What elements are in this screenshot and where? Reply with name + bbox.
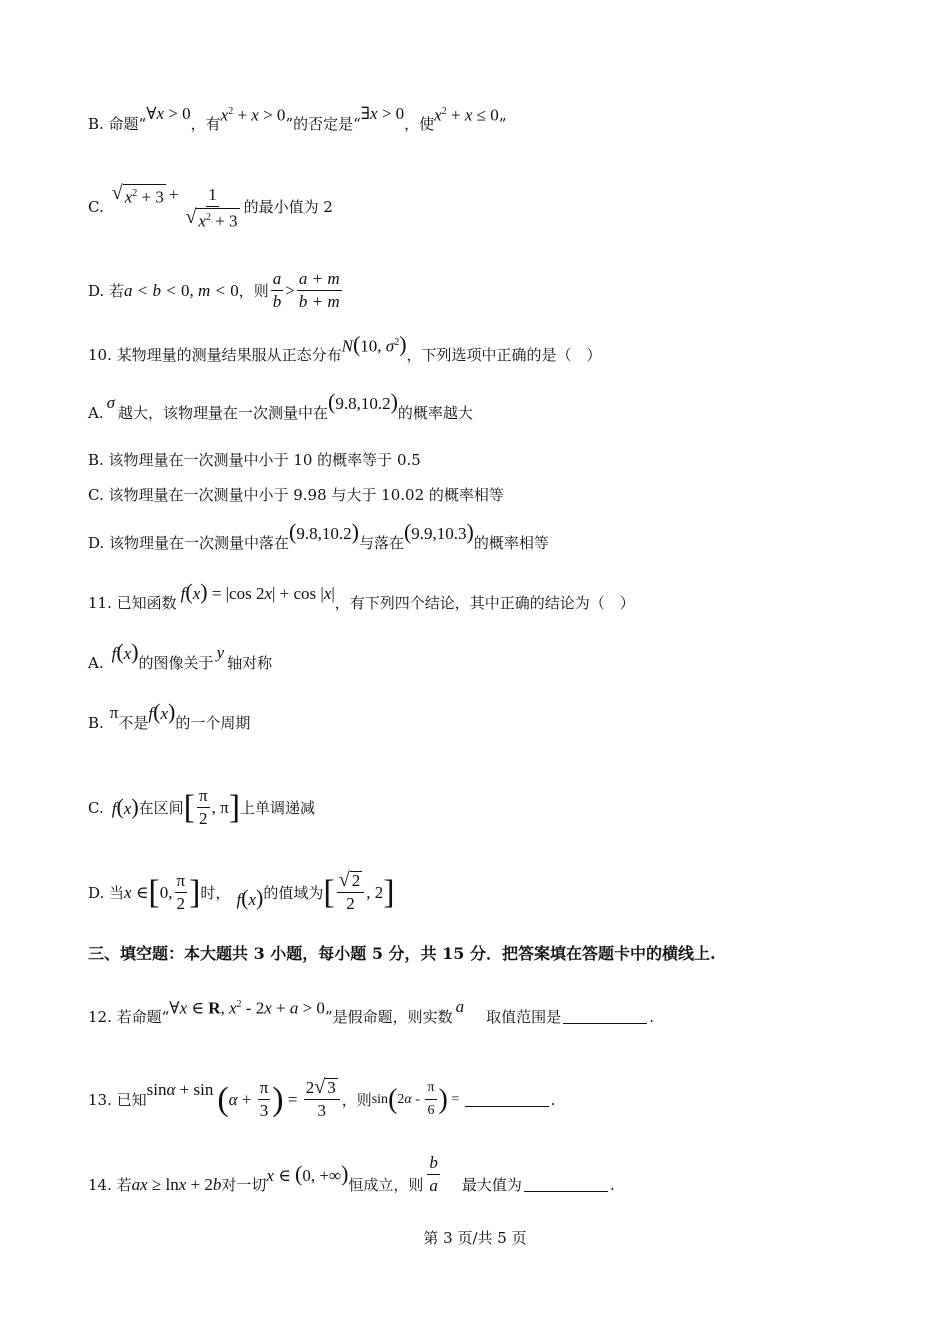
formula: 1 √ $x^2 + 3$	[185, 185, 238, 231]
formula: $\frac{a}{b}$	[272, 269, 282, 311]
formula: π	[109, 703, 119, 722]
q11-option-c: C. f(x) 在区间 [ $\frac{\pi}{2}$ , π ] 上单调递减	[88, 786, 316, 828]
text: D. 若	[88, 281, 125, 300]
formula: $\frac{\pi}{6}$	[425, 1077, 436, 1122]
text: B. 命题“	[88, 114, 147, 133]
text: 的图像关于	[138, 654, 214, 672]
text: 11. 已知函数	[88, 594, 177, 612]
formula: f(x)	[111, 639, 139, 664]
text: ”的否定是“	[285, 114, 361, 133]
formula: $x^2 + x > 0$	[220, 105, 286, 125]
formula: x ∈ (0, +∞)	[266, 1160, 349, 1186]
text: 的最小值为 2	[243, 198, 333, 217]
q12	[88, 996, 890, 1029]
text: 10. 某物理量的测量结果服从正态分布	[88, 345, 342, 364]
text: D. 当	[88, 883, 125, 902]
formula: (9.8,10.2)	[289, 519, 359, 544]
formula: (9.8,10.2)	[328, 389, 398, 414]
text: C.	[88, 198, 104, 217]
text: C.	[88, 798, 104, 817]
q11-option-d: D. 当 x ∈ [ 0, $\frac{\pi}{2}$ ] 时， f(x) 的值域为 [ √ 2 2 , 2 ]	[88, 869, 395, 913]
formula: a < b < 0, m < 0	[124, 280, 239, 300]
q11-option-a	[88, 639, 890, 674]
text: 13. 已知	[88, 1090, 147, 1109]
text: 在区间	[138, 798, 184, 817]
text: A.	[88, 654, 104, 672]
text: .	[550, 1090, 556, 1109]
text: 越大，该物理量在一次测量中在	[118, 404, 329, 422]
text: 不是	[118, 714, 149, 732]
formula: √ 2 2	[337, 870, 364, 915]
formula: $\frac{\pi}{2}$	[199, 786, 208, 828]
formula: $\frac{\pi}{3}$	[259, 1078, 269, 1120]
text: 轴对称	[227, 654, 273, 672]
formula: f(x) = |cos 2x| + cos |x|	[180, 579, 335, 604]
text: 最大值为	[461, 1175, 522, 1194]
text: 的值域为	[263, 883, 324, 902]
q10-option-a	[88, 389, 890, 424]
answer-blank[interactable]	[563, 1009, 647, 1024]
text: 与落在	[358, 534, 404, 552]
q13: 13. 已知 sinα + sin ( α + $\frac{\pi}{3}$ ) = 2 √ 3 3 ，则 sin ( 2α - $\frac{\pi}{6}$ ) = .	[88, 1076, 556, 1120]
text: 的概率相等	[473, 534, 549, 552]
text: 对一切	[221, 1175, 267, 1194]
text: 上单调递减	[240, 798, 316, 817]
text: .	[649, 1007, 654, 1026]
formula: sinα + sin	[146, 1079, 214, 1099]
formula: ∀x ∈ R, $x^2 - 2x + a > 0$	[169, 998, 325, 1018]
formula: x ∈	[124, 882, 149, 902]
formula: $\frac{b}{a}$	[429, 1153, 438, 1195]
text: 的一个周期	[175, 714, 251, 732]
answer-blank[interactable]	[465, 1092, 549, 1107]
q14	[88, 1153, 890, 1207]
text: 的概率越大	[397, 404, 473, 422]
formula: √ $x^2 + 3$	[111, 182, 164, 207]
formula: $\frac{\pi}{2}$	[176, 871, 186, 913]
q9-option-b	[88, 103, 890, 136]
text: 取值范围是	[486, 1007, 562, 1026]
formula: f(x)	[111, 793, 139, 819]
text: ，则	[238, 281, 269, 300]
text: C. 该物理量在一次测量中小于 9.98 与大于 10.02 的概率相等	[88, 486, 504, 504]
formula: $x^2 + x \le 0$	[434, 105, 499, 125]
text: 三、填空题：本大题共 3 小题，每小题 5 分，共 15 分．把答案填在答题卡中的横线上.	[88, 944, 716, 963]
formula: f(x)	[236, 884, 264, 910]
formula: sin	[371, 1091, 389, 1107]
text: ，下列选项中正确的是（ ）	[406, 345, 602, 364]
formula: $\frac{a + m}{b + m}$	[298, 269, 340, 311]
page-footer: 第 3 页/共 5 页	[423, 1229, 527, 1247]
text: B.	[88, 714, 104, 732]
q9-option-d: D. 若 a < b < 0, m < 0 ，则 $\frac{a}{b}$ > $\frac{a + m}{b + m}$	[88, 269, 340, 311]
text: ，则	[341, 1090, 372, 1109]
q11-stem	[88, 579, 890, 614]
q9-option-c: C. √ $x^2 + 3$ + 1 √ $x^2 + 3$ 的最小值为 2	[88, 182, 333, 231]
text: 恒成立，则	[348, 1175, 424, 1194]
formula: σ	[106, 393, 115, 412]
text: 14. 若	[88, 1175, 132, 1194]
q10-option-b	[88, 450, 890, 470]
q11-option-b	[88, 699, 890, 734]
text: 时，	[200, 883, 231, 902]
section-heading	[88, 944, 890, 964]
text: ”	[498, 114, 507, 133]
formula: a	[455, 996, 465, 1016]
formula: N(10, $\sigma^2$)	[341, 331, 407, 357]
text: 12. 若命题“	[88, 1007, 170, 1026]
answer-blank[interactable]	[524, 1177, 608, 1192]
text: ，有	[190, 114, 221, 133]
formula: (9.9,10.3)	[403, 519, 474, 544]
formula: y	[216, 643, 225, 662]
formula: ∃x > 0	[360, 103, 405, 123]
text: .	[609, 1175, 615, 1194]
text: D. 该物理量在一次测量中落在	[88, 534, 290, 552]
q10-stem	[88, 331, 890, 367]
q10-option-d	[88, 519, 890, 554]
text: ，有下列四个结论，其中正确的结论为（ ）	[334, 594, 635, 612]
text: A.	[88, 404, 104, 422]
q10-option-c	[88, 485, 890, 505]
formula: f(x)	[148, 699, 176, 724]
formula: 2 √ 3 3	[304, 1077, 340, 1122]
text: ”是假命题，则实数	[324, 1007, 453, 1026]
text: ，使	[404, 114, 435, 133]
formula: ∀x > 0	[146, 103, 191, 123]
formula: ax ≥ lnx + 2b	[131, 1174, 222, 1194]
text: B. 该物理量在一次测量中小于 10 的概率等于 0.5	[88, 451, 421, 469]
